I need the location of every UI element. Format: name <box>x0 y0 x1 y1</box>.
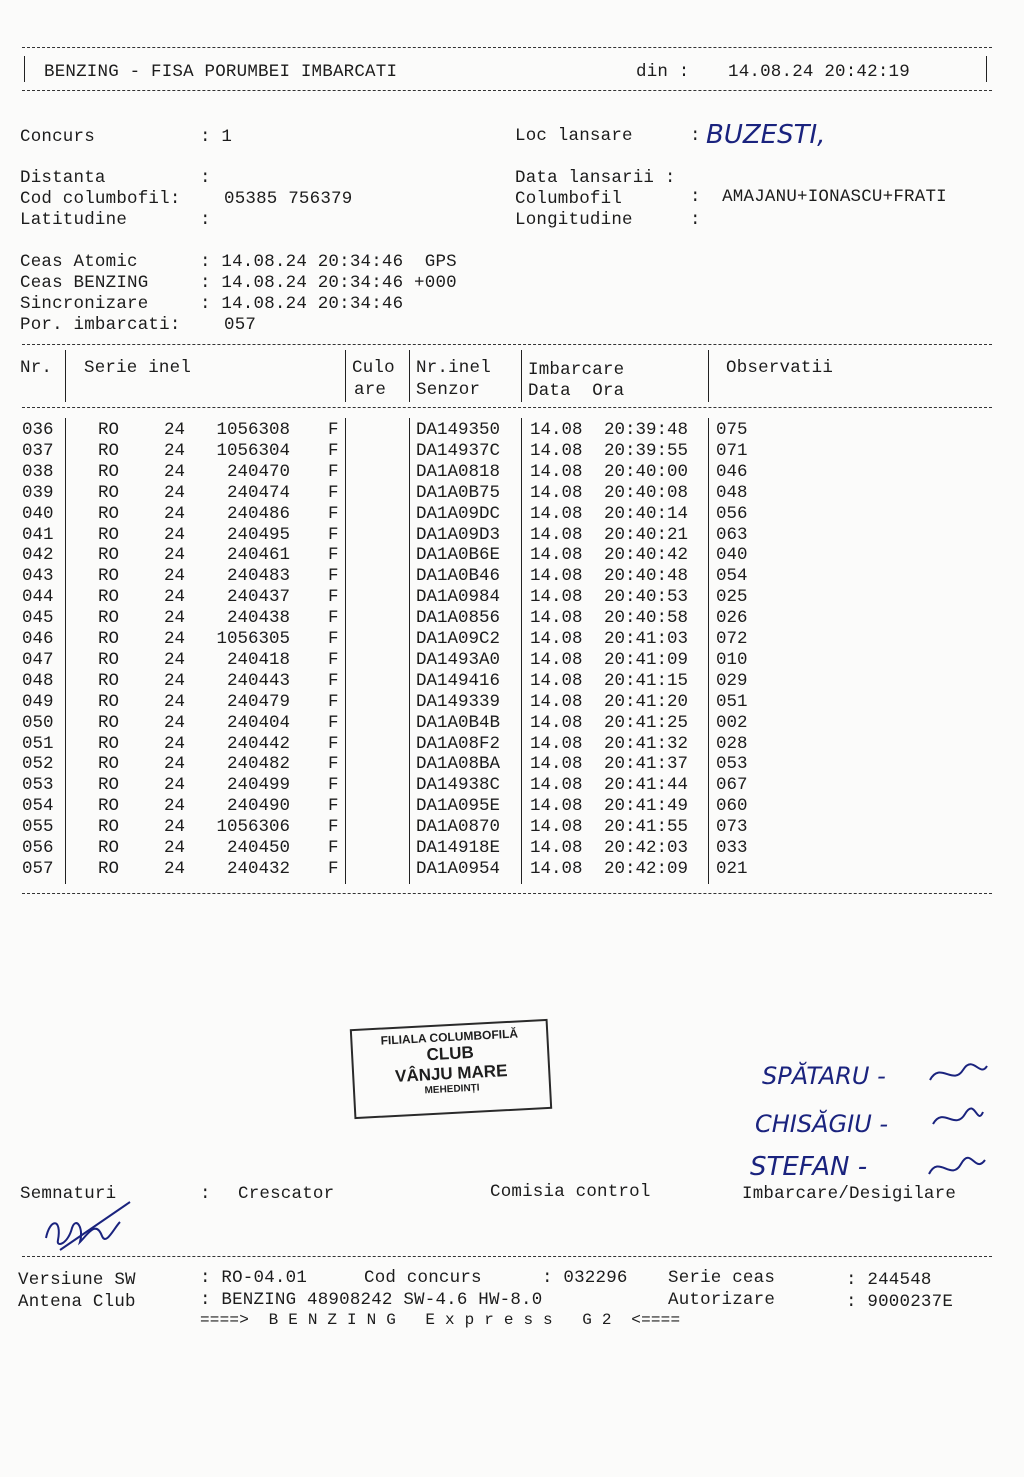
semnaturi-label: Semnaturi <box>20 1184 117 1204</box>
versiune-label: Versiune SW <box>18 1270 136 1290</box>
cell-obs: 075 <box>716 420 748 440</box>
cell-data: 14.08 <box>530 566 583 587</box>
cell-tara: RO <box>98 775 120 796</box>
table-row <box>22 504 982 525</box>
cell-senzor: DA1A0B4B <box>416 712 501 733</box>
cell-tara: RO <box>98 691 120 712</box>
cell-tara: RO <box>98 440 120 461</box>
cell-senzor: DA14938C <box>416 775 501 796</box>
cell-nr: 038 <box>22 461 54 482</box>
cell-tara: RO <box>98 754 120 775</box>
cell-tara: RO <box>98 608 120 629</box>
cell-an: 24 <box>164 775 186 796</box>
cell-obs: 002 <box>716 712 748 733</box>
table-row <box>22 734 982 755</box>
cell-an: 24 <box>164 817 186 838</box>
cell-tara: RO <box>98 545 120 566</box>
cell-inel: 240418 <box>226 649 290 670</box>
cell-data: 14.08 <box>530 503 583 524</box>
col-header-observatii: Observatii <box>726 358 834 378</box>
col-header-imbarcare-2: Data Ora <box>528 381 625 401</box>
sep-senzor-h <box>521 350 522 402</box>
cell-ora: 20:39:48 <box>604 420 689 440</box>
cell-data: 14.08 <box>530 420 583 440</box>
distanta-value: : <box>200 168 211 188</box>
col-header-nrinel-2: Senzor <box>416 380 481 400</box>
cell-obs: 021 <box>716 858 748 879</box>
cell-tara: RO <box>98 420 120 440</box>
ceas-benzing-value: : 14.08.24 20:34:46 +000 <box>200 273 457 293</box>
ceas-benzing-label: Ceas BENZING <box>20 273 149 293</box>
cell-inel: 240495 <box>226 524 290 545</box>
cell-sex: F <box>328 524 339 545</box>
cell-an: 24 <box>164 733 186 754</box>
cod-concurs-value: : 032296 <box>542 1268 628 1288</box>
cell-tara: RO <box>98 629 120 649</box>
cell-obs: 072 <box>716 629 748 649</box>
cell-obs: 051 <box>716 691 748 712</box>
cell-sex: F <box>328 817 339 838</box>
crescator-label: Crescator <box>238 1184 335 1204</box>
table-row <box>22 608 982 629</box>
footer-top-border <box>22 1256 992 1257</box>
cell-obs: 040 <box>716 545 748 566</box>
cell-ora: 20:40:48 <box>604 566 689 587</box>
table-bottom-border <box>22 893 992 894</box>
stamp-line-3: VÂNJU MARE <box>394 1061 508 1086</box>
cell-data: 14.08 <box>530 775 583 796</box>
table-row <box>22 817 982 838</box>
sincronizare-value: : 14.08.24 20:34:46 <box>200 294 404 314</box>
cell-inel: 240432 <box>226 858 290 879</box>
cell-sex: F <box>328 440 339 461</box>
cell-nr: 042 <box>22 545 54 566</box>
cell-an: 24 <box>164 858 186 879</box>
ceas-atomic-label: Ceas Atomic <box>20 252 138 272</box>
handwritten-name-2: CHISĂGIU - <box>755 1110 889 1138</box>
cell-ora: 20:40:00 <box>604 461 689 482</box>
cell-senzor: DA1A095E <box>416 796 501 817</box>
cell-nr: 049 <box>22 691 54 712</box>
cell-ora: 20:41:20 <box>604 691 689 712</box>
table-row <box>22 525 982 546</box>
cell-an: 24 <box>164 629 186 649</box>
table-row <box>22 775 982 796</box>
cell-tara: RO <box>98 503 120 524</box>
cell-data: 14.08 <box>530 524 583 545</box>
cell-ora: 20:41:09 <box>604 649 689 670</box>
cell-senzor: DA149350 <box>416 420 501 440</box>
cell-sex: F <box>328 629 339 649</box>
header-bottom-border <box>22 90 992 91</box>
cell-an: 24 <box>164 440 186 461</box>
cell-ora: 20:40:14 <box>604 503 689 524</box>
cell-inel: 240470 <box>226 461 290 482</box>
cell-obs: 025 <box>716 587 748 608</box>
cell-ora: 20:41:44 <box>604 775 689 796</box>
cell-ora: 20:40:42 <box>604 545 689 566</box>
table-row <box>22 671 982 692</box>
table-row <box>22 692 982 713</box>
cell-nr: 045 <box>22 608 54 629</box>
cell-tara: RO <box>98 566 120 587</box>
sincronizare-label: Sincronizare <box>20 294 149 314</box>
table-row <box>22 441 982 462</box>
cell-sex: F <box>328 608 339 629</box>
table-row <box>22 754 982 775</box>
col-header-imbarcare-1: Imbarcare <box>528 360 625 380</box>
longitudine-value: : <box>690 210 701 230</box>
stamp-line-2: CLUB <box>426 1042 475 1065</box>
table-row <box>22 838 982 859</box>
table-row <box>22 587 982 608</box>
columbofil-value: : AMAJANU+IONASCU+FRATI <box>690 187 947 207</box>
versiune-value: : RO-04.01 <box>200 1268 308 1288</box>
cell-tara: RO <box>98 796 120 817</box>
cell-obs: 067 <box>716 775 748 796</box>
cell-inel: 1056306 <box>216 817 290 838</box>
cell-ora: 20:40:08 <box>604 482 689 503</box>
cell-nr: 051 <box>22 733 54 754</box>
cell-data: 14.08 <box>530 691 583 712</box>
cell-an: 24 <box>164 587 186 608</box>
serie-ceas-label: Serie ceas <box>668 1268 776 1288</box>
cell-data: 14.08 <box>530 858 583 879</box>
cell-senzor: DA1A0B75 <box>416 482 501 503</box>
cell-inel: 240499 <box>226 775 290 796</box>
cell-data: 14.08 <box>530 838 583 858</box>
serie-ceas-value: : 244548 <box>846 1270 932 1290</box>
cell-senzor: DA1A08BA <box>416 754 501 775</box>
cell-ora: 20:41:55 <box>604 817 689 838</box>
table-row <box>22 566 982 587</box>
col-header-culoare-2: are <box>354 380 387 400</box>
col-header-nr: Nr. <box>20 358 53 378</box>
cell-ora: 20:41:49 <box>604 796 689 817</box>
cell-an: 24 <box>164 670 186 691</box>
cell-sex: F <box>328 545 339 566</box>
cell-senzor: DA149416 <box>416 670 501 691</box>
cell-sex: F <box>328 670 339 691</box>
cell-tara: RO <box>98 587 120 608</box>
imbarcare-desigilare-label: Imbarcare/Desigilare <box>742 1184 957 1204</box>
cell-obs: 056 <box>716 503 748 524</box>
crescator-signature <box>40 1198 140 1258</box>
cell-ora: 20:41:25 <box>604 712 689 733</box>
cell-sex: F <box>328 587 339 608</box>
cell-inel: 240482 <box>226 754 290 775</box>
cell-an: 24 <box>164 691 186 712</box>
cell-data: 14.08 <box>530 482 583 503</box>
cell-an: 24 <box>164 482 186 503</box>
cell-ora: 20:42:09 <box>604 858 689 879</box>
cell-inel: 240461 <box>226 545 290 566</box>
cell-inel: 240479 <box>226 691 290 712</box>
cell-tara: RO <box>98 817 120 838</box>
cell-inel: 240474 <box>226 482 290 503</box>
table-row <box>22 420 982 441</box>
cell-nr: 057 <box>22 858 54 879</box>
table-header-bottom-border <box>22 407 992 408</box>
cell-an: 24 <box>164 838 186 858</box>
handwritten-signatures <box>925 1056 995 1196</box>
col-header-serie: Serie inel <box>84 358 192 378</box>
table-row <box>22 859 982 880</box>
cod-columbofil-value: 05385 756379 <box>224 189 353 209</box>
cell-nr: 055 <box>22 817 54 838</box>
cell-nr: 043 <box>22 566 54 587</box>
sep-imbarcare-h <box>708 350 709 402</box>
sep-serie-h <box>345 350 346 402</box>
cell-sex: F <box>328 503 339 524</box>
cell-sex: F <box>328 420 339 440</box>
cell-senzor: DA1A0870 <box>416 817 501 838</box>
cell-obs: 054 <box>716 566 748 587</box>
cell-obs: 048 <box>716 482 748 503</box>
table-row <box>22 796 982 817</box>
por-imbarcati-label: Por. imbarcati: <box>20 315 181 335</box>
cell-an: 24 <box>164 566 186 587</box>
latitudine-value: : <box>200 210 211 230</box>
loc-lansare-label: Loc lansare <box>515 126 633 146</box>
cell-obs: 073 <box>716 817 748 838</box>
cell-ora: 20:42:03 <box>604 838 689 858</box>
table-header-top-border <box>22 344 992 345</box>
cell-an: 24 <box>164 524 186 545</box>
cell-tara: RO <box>98 838 120 858</box>
concurs-label: Concurs <box>20 127 95 147</box>
cell-data: 14.08 <box>530 587 583 608</box>
cell-data: 14.08 <box>530 733 583 754</box>
cell-an: 24 <box>164 608 186 629</box>
cell-nr: 041 <box>22 524 54 545</box>
cell-an: 24 <box>164 754 186 775</box>
cell-inel: 1056308 <box>216 420 290 440</box>
cell-sex: F <box>328 858 339 879</box>
table-row <box>22 713 982 734</box>
cod-columbofil-label: Cod columbofil: <box>20 189 181 209</box>
cell-an: 24 <box>164 545 186 566</box>
cell-senzor: DA1A09D3 <box>416 524 501 545</box>
table-row <box>22 629 982 650</box>
cod-concurs-label: Cod concurs <box>364 1268 482 1288</box>
cell-an: 24 <box>164 503 186 524</box>
cell-senzor: DA14937C <box>416 440 501 461</box>
cell-nr: 036 <box>22 420 54 440</box>
cell-sex: F <box>328 733 339 754</box>
cell-obs: 063 <box>716 524 748 545</box>
longitudine-label: Longitudine <box>515 210 633 230</box>
cell-inel: 240404 <box>226 712 290 733</box>
cell-data: 14.08 <box>530 796 583 817</box>
columbofil-label: Columbofil <box>515 189 623 209</box>
data-lansarii-label: Data lansarii : <box>515 168 676 188</box>
cell-obs: 028 <box>716 733 748 754</box>
latitudine-label: Latitudine <box>20 210 128 230</box>
handwritten-name-1: SPĂTARU - <box>762 1062 886 1090</box>
cell-sex: F <box>328 754 339 775</box>
cell-tara: RO <box>98 858 120 879</box>
cell-inel: 1056305 <box>216 629 290 649</box>
cell-nr: 044 <box>22 587 54 608</box>
cell-obs: 071 <box>716 440 748 461</box>
cell-nr: 046 <box>22 629 54 649</box>
cell-nr: 052 <box>22 754 54 775</box>
cell-data: 14.08 <box>530 817 583 838</box>
cell-senzor: DA1A0B6E <box>416 545 501 566</box>
antena-value: : BENZING 48908242 SW-4.6 HW-8.0 <box>200 1290 543 1310</box>
cell-data: 14.08 <box>530 670 583 691</box>
cell-nr: 053 <box>22 775 54 796</box>
cell-tara: RO <box>98 712 120 733</box>
cell-inel: 240443 <box>226 670 290 691</box>
cell-nr: 037 <box>22 440 54 461</box>
cell-obs: 033 <box>716 838 748 858</box>
distanta-label: Distanta <box>20 168 106 188</box>
cell-an: 24 <box>164 712 186 733</box>
cell-data: 14.08 <box>530 440 583 461</box>
cell-inel: 240486 <box>226 503 290 524</box>
cell-inel: 240442 <box>226 733 290 754</box>
cell-senzor: DA1A0B46 <box>416 566 501 587</box>
loc-lansare-handwritten: BUZESTI, <box>706 120 826 150</box>
cell-tara: RO <box>98 524 120 545</box>
cell-inel: 240437 <box>226 587 290 608</box>
stamp-line-4: MEHEDINȚI <box>424 1082 480 1097</box>
cell-inel: 240450 <box>226 838 290 858</box>
cell-obs: 060 <box>716 796 748 817</box>
cell-ora: 20:41:37 <box>604 754 689 775</box>
header-left-border <box>24 56 25 82</box>
cell-nr: 040 <box>22 503 54 524</box>
table-row <box>22 483 982 504</box>
cell-data: 14.08 <box>530 608 583 629</box>
semnaturi-colon: : <box>200 1184 211 1204</box>
cell-senzor: DA1A0818 <box>416 461 501 482</box>
cell-senzor: DA1A09C2 <box>416 629 501 649</box>
cell-sex: F <box>328 482 339 503</box>
document-title: BENZING - FISA PORUMBEI IMBARCATI <box>44 62 398 82</box>
cell-ora: 20:40:58 <box>604 608 689 629</box>
sep-culoare-h <box>409 350 410 402</box>
cell-data: 14.08 <box>530 712 583 733</box>
cell-data: 14.08 <box>530 545 583 566</box>
cell-obs: 026 <box>716 608 748 629</box>
cell-data: 14.08 <box>530 461 583 482</box>
cell-an: 24 <box>164 461 186 482</box>
cell-data: 14.08 <box>530 649 583 670</box>
cell-an: 24 <box>164 796 186 817</box>
cell-data: 14.08 <box>530 754 583 775</box>
handwritten-name-3: STEFAN - <box>750 1152 868 1182</box>
concurs-value: : 1 <box>200 127 233 147</box>
cell-tara: RO <box>98 461 120 482</box>
cell-ora: 20:39:55 <box>604 440 689 461</box>
autorizare-label: Autorizare <box>668 1290 776 1310</box>
cell-sex: F <box>328 649 339 670</box>
cell-sex: F <box>328 461 339 482</box>
cell-tara: RO <box>98 649 120 670</box>
cell-inel: 240438 <box>226 608 290 629</box>
table-row <box>22 545 982 566</box>
cell-nr: 056 <box>22 838 54 858</box>
cell-ora: 20:40:21 <box>604 524 689 545</box>
cell-nr: 047 <box>22 649 54 670</box>
cell-an: 24 <box>164 420 186 440</box>
cell-sex: F <box>328 838 339 858</box>
cell-data: 14.08 <box>530 629 583 649</box>
table-row <box>22 650 982 671</box>
cell-senzor: DA1A08F2 <box>416 733 501 754</box>
cell-sex: F <box>328 691 339 712</box>
cell-obs: 010 <box>716 649 748 670</box>
stamp-line-1: FILIALA COLUMBOFILĂ <box>380 1026 519 1048</box>
cell-obs: 053 <box>716 754 748 775</box>
cell-nr: 050 <box>22 712 54 733</box>
cell-senzor: DA1A0856 <box>416 608 501 629</box>
cell-nr: 054 <box>22 796 54 817</box>
header-right-border <box>986 56 987 82</box>
cell-senzor: DA1A0954 <box>416 858 501 879</box>
cell-ora: 20:40:53 <box>604 587 689 608</box>
cell-sex: F <box>328 712 339 733</box>
sep-nr-h <box>65 350 66 402</box>
cell-an: 24 <box>164 649 186 670</box>
comisia-control-label: Comisia control <box>490 1182 651 1202</box>
cell-obs: 046 <box>716 461 748 482</box>
cell-inel: 1056304 <box>216 440 290 461</box>
cell-nr: 039 <box>22 482 54 503</box>
cell-senzor: DA14918E <box>416 838 501 858</box>
por-imbarcati-value: 057 <box>224 315 257 335</box>
header-datetime: 14.08.24 20:42:19 <box>728 62 910 82</box>
cell-ora: 20:41:03 <box>604 629 689 649</box>
cell-senzor: DA1493A0 <box>416 649 501 670</box>
cell-tara: RO <box>98 670 120 691</box>
cell-senzor: DA149339 <box>416 691 501 712</box>
cell-inel: 240483 <box>226 566 290 587</box>
loc-lansare-colon: : <box>690 126 701 146</box>
cell-ora: 20:41:15 <box>604 670 689 691</box>
cell-inel: 240490 <box>226 796 290 817</box>
benzing-brand-line: ====> B E N Z I N G E x p r e s s G 2 <==== <box>200 1311 681 1329</box>
cell-tara: RO <box>98 733 120 754</box>
cell-senzor: DA1A0984 <box>416 587 501 608</box>
autorizare-value: : 9000237E <box>846 1292 954 1312</box>
cell-sex: F <box>328 566 339 587</box>
din-label: din : <box>636 62 690 82</box>
cell-obs: 029 <box>716 670 748 691</box>
cell-tara: RO <box>98 482 120 503</box>
antena-label: Antena Club <box>18 1292 136 1312</box>
ceas-atomic-value: : 14.08.24 20:34:46 GPS <box>200 252 457 272</box>
cell-sex: F <box>328 796 339 817</box>
col-header-nrinel-1: Nr.inel <box>416 358 491 378</box>
club-stamp <box>350 1019 552 1119</box>
header-top-border <box>22 47 992 48</box>
cell-sex: F <box>328 775 339 796</box>
cell-nr: 048 <box>22 670 54 691</box>
col-header-culoare-1: Culo <box>352 358 395 378</box>
table-row <box>22 462 982 483</box>
cell-senzor: DA1A09DC <box>416 503 501 524</box>
cell-ora: 20:41:32 <box>604 733 689 754</box>
